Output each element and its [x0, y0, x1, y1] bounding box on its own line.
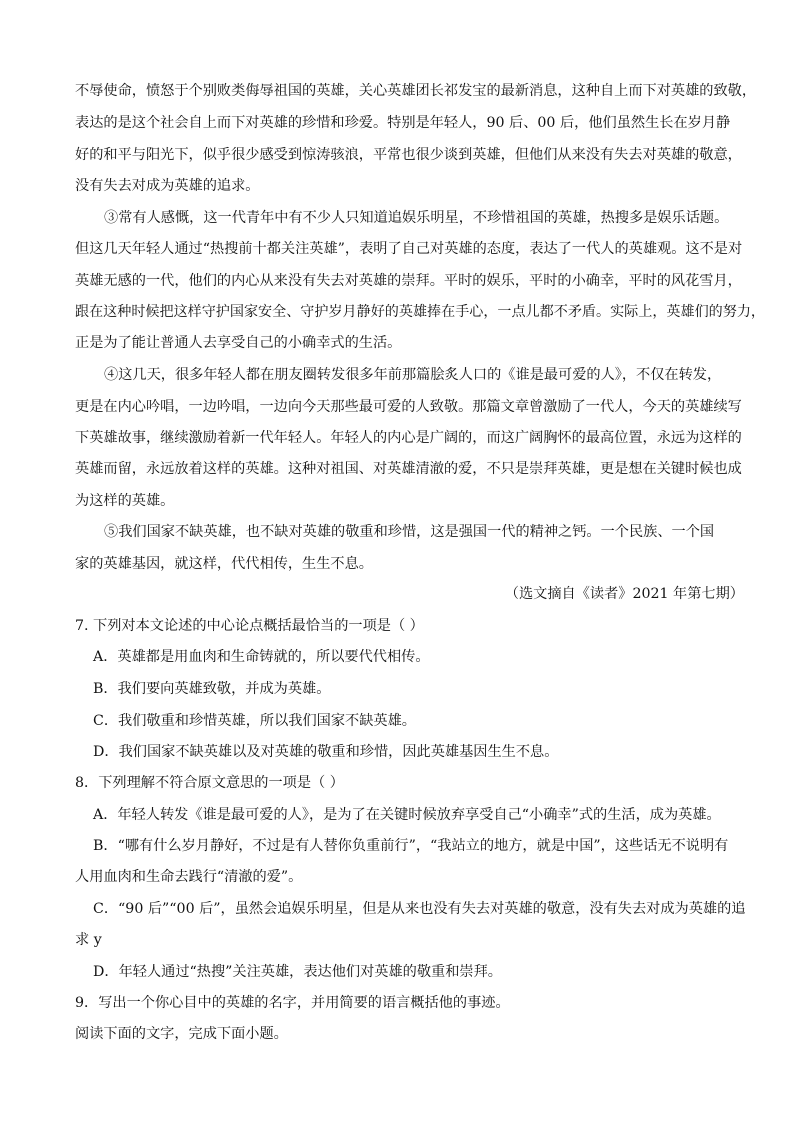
- question-7-option-b: B．我们要向英雄致敬，并成为英雄。: [93, 681, 331, 697]
- paragraph-2-line-3: 好的和平与阳光下，似乎很少感受到惊涛骇浪，平常也很少谈到英雄，但他们从来没有失去对英雄的敬意，: [75, 147, 742, 163]
- paragraph-3-line-4: 跟在这种时候把这样守护国家安全、守护岁月静好的英雄捧在手心，一点儿都不矛盾。实际上，英雄们的努力，: [75, 304, 765, 320]
- paragraph-4-line-4: 英雄而留，永远放着这样的英雄。这种对祖国、对英雄清澈的爱，不只是崇拜英雄，更是想在关键时候也成: [75, 461, 742, 477]
- question-8-option-c-line-2: 求 y: [75, 932, 102, 948]
- question-8-option-c-line-1: C．“90 后”“00 后”，虽然会追娱乐明星，但是从来也没有失去对英雄的敬意，没有失去对成为英雄的追: [93, 901, 746, 917]
- paragraph-3-line-5: 正是为了能让普通人去享受自己的小确幸式的生活。: [75, 335, 402, 351]
- question-8-option-a: A．年轻人转发《谁是最可爱的人》，是为了在关键时候放弃享受自己“小确幸”式的生活，成为英雄。: [93, 807, 721, 823]
- question-8-option-b-line-1: B．“哪有什么岁月静好，不过是有人替你负重前行”，“我站立的地方，就是中国”，这些话无不说明有: [93, 838, 729, 854]
- paragraph-2-line-4: 没有失去对成为英雄的追求。: [75, 178, 260, 194]
- paragraph-2-line-2: 表达的是这个社会自上而下对英雄的珍惜和珍爱。特别是年轻人，90 后、00 后，他们虽然生长在岁月静: [75, 115, 731, 131]
- paragraph-4-line-5: 为这样的英雄。: [75, 493, 175, 509]
- question-8-option-b-line-2: 人用血肉和生命去践行“清澈的爱”。: [75, 869, 303, 885]
- question-7-option-a: A．英雄都是用血肉和生命铸就的，所以要代代相传。: [93, 649, 430, 665]
- paragraph-5-line-1: ⑤我们国家不缺英雄，也不缺对英雄的敬重和珍惜，这是强国一代的精神之钙。一个民族、一个国: [104, 524, 715, 540]
- question-9-stem: 9．写出一个你心目中的英雄的名字，并用简要的语言概括他的事迹。: [75, 995, 510, 1011]
- question-8-stem: 8．下列理解不符合原文意思的一项是（ ）: [75, 775, 344, 791]
- paragraph-5-line-2: 家的英雄基因，就这样，代代相传，生生不息。: [75, 556, 373, 572]
- paragraph-2-line-1: 不辱使命，愤怒于个别败类侮辱祖国的英雄，关心英雄团长祁发宝的最新消息，这种自上而下对英雄的致敬，: [75, 83, 757, 99]
- question-7-option-c: C．我们敬重和珍惜英雄，所以我们国家不缺英雄。: [93, 713, 416, 729]
- paragraph-4-line-1: ④这几天，很多年轻人都在朋友圈转发很多年前那篇脍炙人口的《谁是最可爱的人》，不仅在转发，: [104, 367, 722, 383]
- paragraph-3-line-1: ③常有人感慨，这一代青年中有不少人只知道追娱乐明星，不珍惜祖国的英雄，热搜多是娱乐话题。: [104, 210, 729, 226]
- question-7-stem: 7. 下列对本文论述的中心论点概括最恰当的一项是（ ）: [75, 618, 424, 634]
- paragraph-3-line-3: 英雄无感的一代，他们的内心从来没有失去对英雄的崇拜。平时的娱乐，平时的小确幸，平时的风花雪月，: [75, 273, 742, 289]
- question-8-option-d: D．年轻人通过“热搜”关注英雄，表达他们对英雄的敬重和崇拜。: [93, 964, 502, 980]
- paragraph-3-line-2: 但这几天年轻人通过“热搜前十都关注英雄”，表明了自己对英雄的态度，表达了一代人的英雄观。这不是对: [75, 241, 743, 257]
- reading-instruction: 阅读下面的文字，完成下面小题。: [75, 1026, 288, 1042]
- paragraph-4-line-3: 下英雄故事，继续激励着新一代年轻人。年轻人的内心是广阔的，而这广阔胸怀的最高位置，永远为这样的: [75, 430, 742, 446]
- paragraph-4-line-2: 更是在内心吟唱，一边吟唱，一边向今天那些最可爱的人致敬。那篇文章曾激励了一代人，今天的英雄续写: [75, 399, 742, 415]
- question-7-option-d: D．我们国家不缺英雄以及对英雄的敬重和珍惜，因此英雄基因生生不息。: [93, 744, 559, 760]
- source-citation: （选文摘自《读者》2021 年第七期）: [504, 586, 744, 602]
